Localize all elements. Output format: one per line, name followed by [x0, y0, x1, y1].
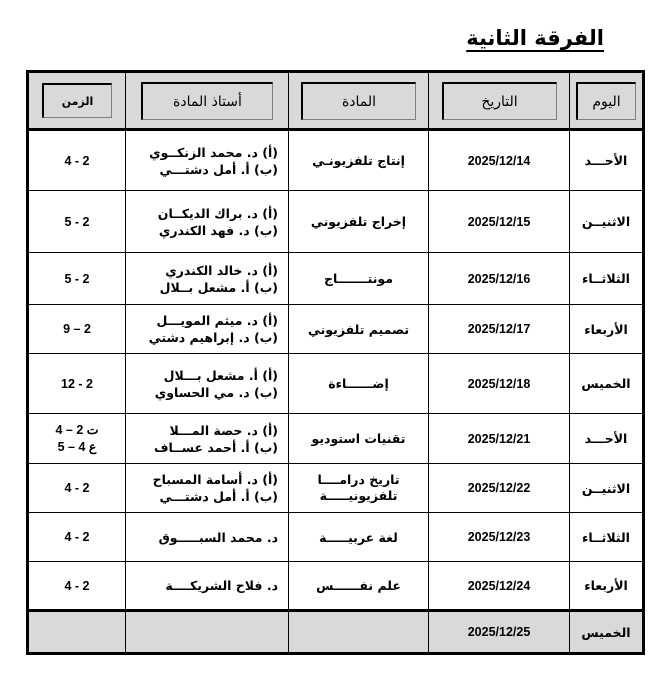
teacher-line: (ب) أ. أحمد عســاف — [154, 439, 278, 455]
subject-cell — [289, 130, 429, 191]
subject-line: تقنيات استوديو — [311, 431, 406, 446]
teacher-line: (ب) أ. أمل دشتـــي — [159, 161, 278, 177]
header-date: التاريخ — [442, 82, 557, 120]
header-row — [28, 72, 644, 130]
table-row — [28, 513, 644, 562]
time-line: 4 - 2 — [64, 153, 90, 168]
teacher-cell — [126, 130, 289, 191]
teacher-line: (أ) د. ميثم المويـــل — [156, 313, 278, 328]
date-cell: 2025/12/17 — [429, 305, 570, 354]
header-subject-cell — [289, 72, 429, 130]
day-cell: الثلاثــاء — [570, 253, 644, 305]
subject-cell — [289, 414, 429, 464]
time-cell — [28, 191, 126, 253]
schedule-table — [26, 70, 645, 655]
teacher-line: د. محمد السبـــــوق — [158, 529, 278, 545]
subject-line: إنتاج تلفزيونـي — [312, 153, 405, 168]
date-cell: 2025/12/24 — [429, 562, 570, 611]
table-row — [28, 611, 644, 654]
time-line: 4 – 2 ت — [55, 422, 99, 437]
teacher-cell — [126, 562, 289, 611]
page-title: الفرقة الثانية — [466, 26, 604, 50]
teacher-line: (ب) أ. مشعل بــلال — [159, 279, 278, 295]
teacher-line: (أ) أ. مشعل بـــلال — [163, 367, 278, 383]
day-cell: الاثنيــن — [570, 191, 644, 253]
time-cell — [28, 130, 126, 191]
subject-cell — [289, 464, 429, 513]
header-time: الزمن — [42, 83, 112, 118]
time-cell — [28, 562, 126, 611]
table-row — [28, 464, 644, 513]
subject-cell — [289, 562, 429, 611]
date-cell: 2025/12/15 — [429, 191, 570, 253]
date-cell: 2025/12/25 — [429, 611, 570, 654]
day-cell: الخميس — [570, 354, 644, 414]
teacher-line: (ب) د. فهد الكندري — [158, 222, 278, 238]
time-cell — [28, 611, 126, 654]
time-cell — [28, 414, 126, 464]
teacher-line: (ب) أ. أمل دشتـــي — [159, 489, 278, 504]
subject-cell — [289, 305, 429, 354]
teacher-cell — [126, 305, 289, 354]
header-day: اليوم — [576, 82, 637, 120]
table-row — [28, 354, 644, 414]
teacher-line: (أ) د. حصة المـــلا — [169, 422, 278, 438]
teacher-line: (أ) د. براك الديكــان — [157, 205, 278, 221]
day-cell: الأربعاء — [570, 305, 644, 354]
date-cell: 2025/12/14 — [429, 130, 570, 191]
day-cell: الأحـــد — [570, 130, 644, 191]
time-line: 12 - 2 — [61, 376, 93, 391]
time-line: 9 – 2 — [63, 322, 91, 336]
time-line: 4 - 2 — [64, 578, 90, 593]
teacher-line: (أ) د. أسامة المسباح — [152, 472, 278, 487]
time-cell — [28, 513, 126, 562]
table-row — [28, 253, 644, 305]
teacher-line: د. فلاح الشريكــــة — [165, 578, 278, 593]
teacher-cell — [126, 191, 289, 253]
teacher-cell — [126, 611, 289, 654]
subject-cell — [289, 191, 429, 253]
teacher-cell — [126, 354, 289, 414]
teacher-cell — [126, 464, 289, 513]
subject-cell — [289, 354, 429, 414]
time-line: 4 - 2 — [64, 530, 90, 544]
subject-line: مونتـــــــاج — [324, 271, 393, 286]
time-line: 5 - 2 — [64, 271, 90, 286]
subject-line: علم نفــــــس — [316, 578, 401, 593]
day-cell: الثلاثــاء — [570, 513, 644, 562]
subject-cell — [289, 513, 429, 562]
date-cell: 2025/12/21 — [429, 414, 570, 464]
date-cell: 2025/12/18 — [429, 354, 570, 414]
table-row — [28, 130, 644, 191]
table-row — [28, 191, 644, 253]
subject-line: تاريخ درامــــا — [317, 472, 400, 487]
day-cell: الاثنيــن — [570, 464, 644, 513]
subject-line: إضــــــاءة — [328, 376, 389, 391]
table-row — [28, 562, 644, 611]
time-cell — [28, 305, 126, 354]
header-teacher: أستاذ المادة — [141, 82, 274, 120]
subject-line: تصميم تلفزيوني — [307, 321, 410, 337]
teacher-cell — [126, 414, 289, 464]
date-cell: 2025/12/22 — [429, 464, 570, 513]
subject-line: تلفزيونيـــــة — [319, 488, 398, 503]
time-line: 5 – 4 ع — [57, 439, 97, 454]
day-cell: الأربعاء — [570, 562, 644, 611]
header-teacher-cell — [126, 72, 289, 130]
subject-line: إخراج تلفزيوني — [310, 214, 407, 229]
header-subject: المادة — [301, 82, 415, 120]
header-date-cell — [429, 72, 570, 130]
date-cell: 2025/12/16 — [429, 253, 570, 305]
time-cell — [28, 253, 126, 305]
time-line: 5 - 2 — [64, 214, 90, 229]
day-cell: الخميس — [570, 611, 644, 654]
teacher-line: (أ) د. محمد الزنكــوي — [149, 144, 278, 160]
time-cell — [28, 354, 126, 414]
table-row — [28, 414, 644, 464]
teacher-cell — [126, 253, 289, 305]
table-row — [28, 305, 644, 354]
teacher-line: (ب) د. مي الحساوي — [154, 384, 278, 400]
subject-cell — [289, 253, 429, 305]
subject-cell — [289, 611, 429, 654]
teacher-cell — [126, 513, 289, 562]
time-cell — [28, 464, 126, 513]
date-cell: 2025/12/23 — [429, 513, 570, 562]
subject-line: لغة عربيـــــة — [319, 529, 398, 545]
day-cell: الأحـــد — [570, 414, 644, 464]
header-day-cell — [570, 72, 644, 130]
header-time-cell — [28, 72, 126, 130]
teacher-line: (ب) د. إبراهيم دشتي — [148, 330, 278, 345]
teacher-line: (أ) د. خالد الكندري — [165, 262, 278, 278]
time-line: 4 - 2 — [64, 481, 90, 495]
